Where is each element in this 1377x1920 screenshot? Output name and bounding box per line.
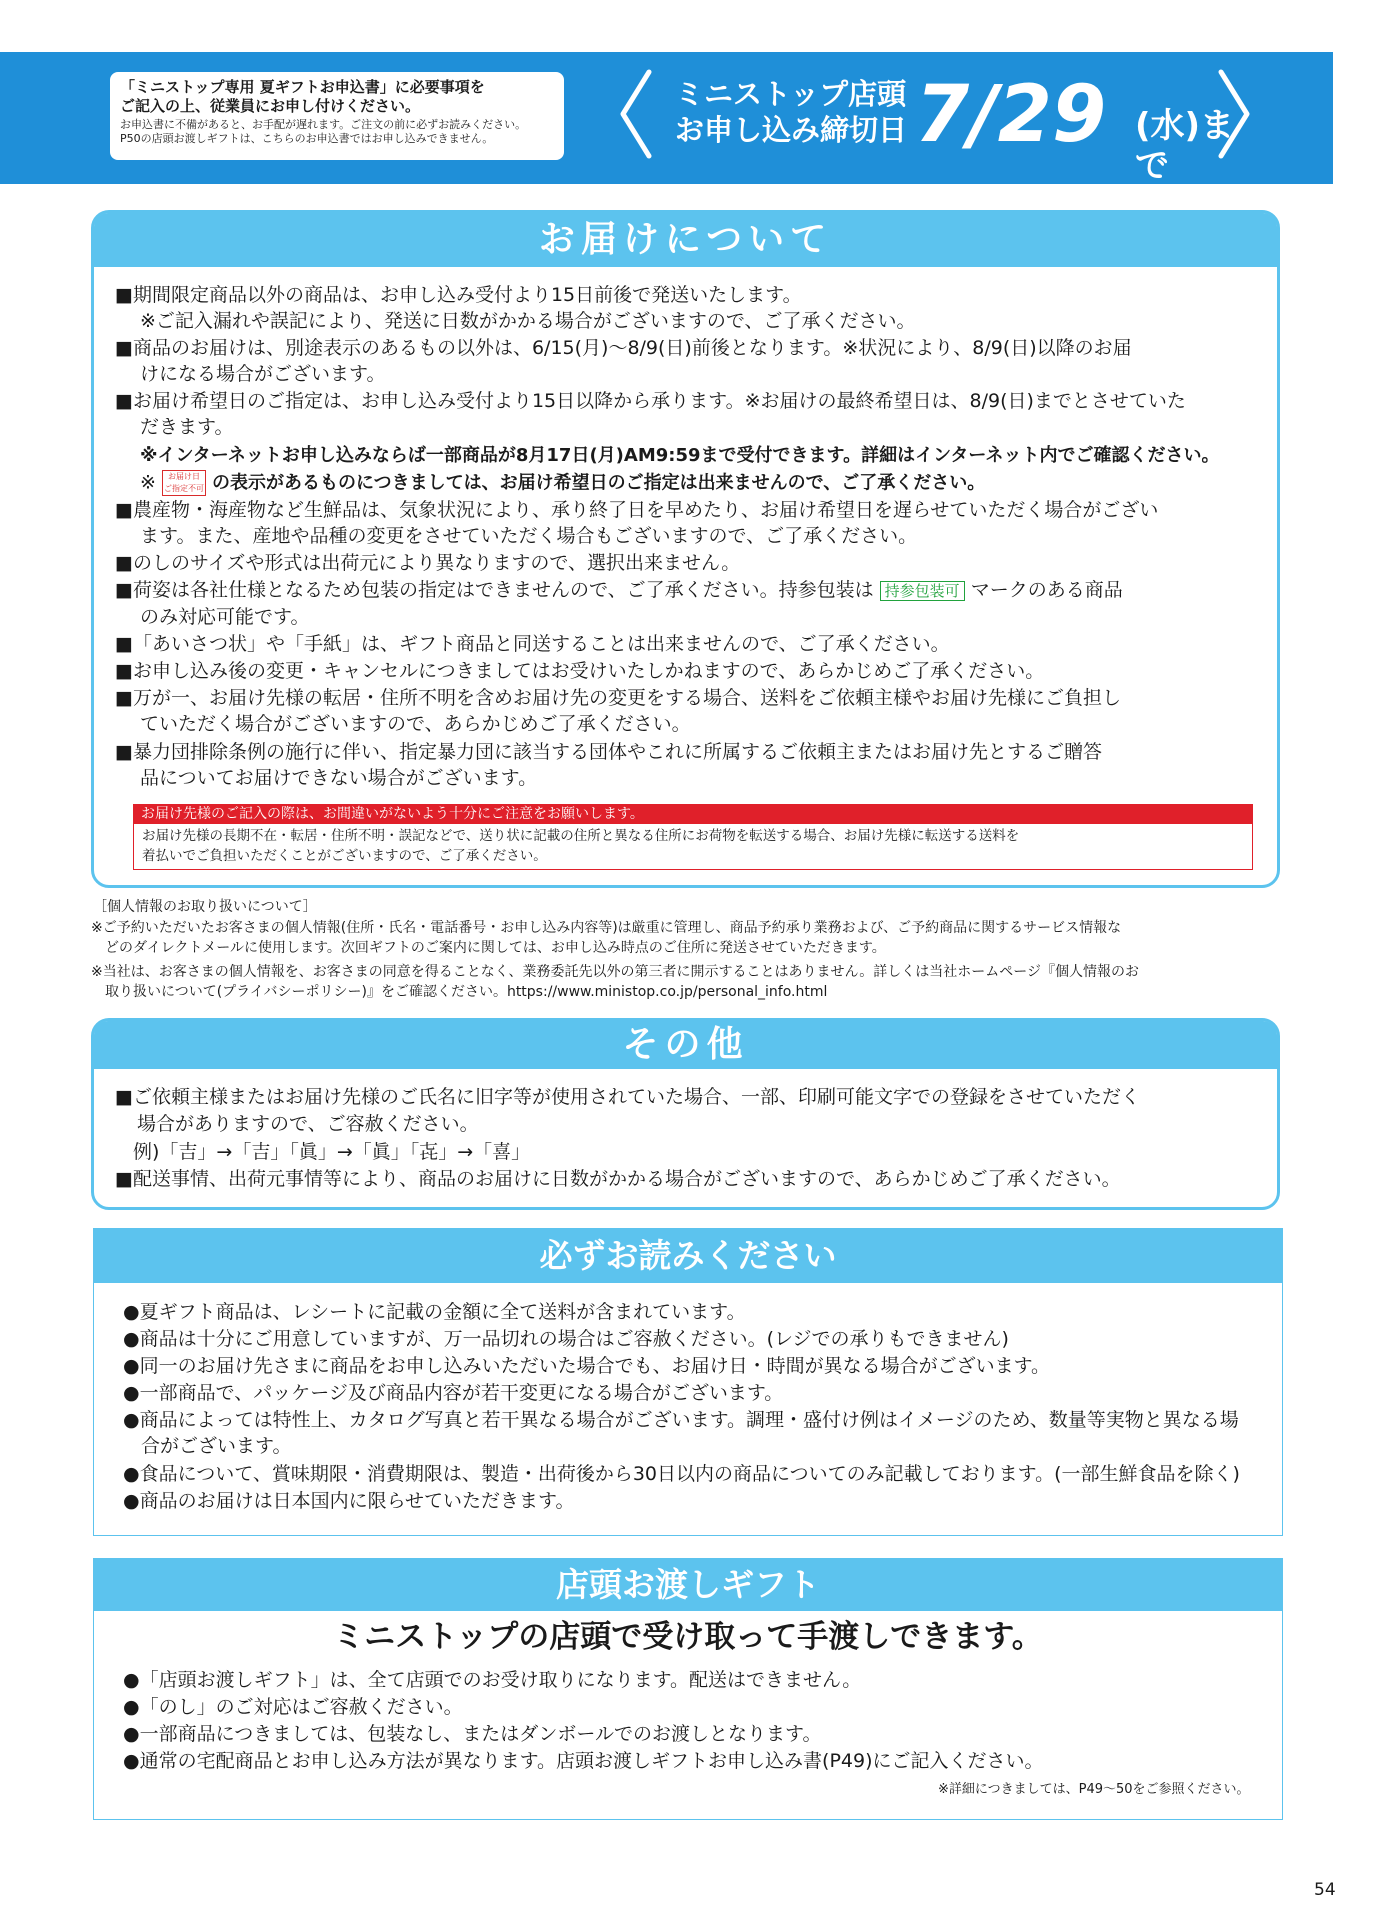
must-read-line: ●商品のお届けは日本国内に限らせていただきます。 bbox=[123, 1490, 575, 1512]
deadline-label bbox=[675, 76, 907, 148]
delivery-line: ■「あいさつ状」や「手紙」は、ギフト商品と同送することは出来ませんので、ご了承ください。 bbox=[115, 633, 950, 655]
store-gift-line: ●「のし」のご対応はご容赦ください。 bbox=[123, 1696, 463, 1718]
must-read-line: ●同一のお届け先さまに商品をお申し込みいただいた場合でも、お届け日・時間が異なる場合がございます。 bbox=[123, 1355, 1051, 1377]
section-title: その他 bbox=[94, 1021, 1277, 1069]
deadline-label-line1: ミニストップ店頭 bbox=[675, 77, 907, 111]
notice-line2: ご記入の上、従業員にお申し付けください。 bbox=[120, 97, 421, 115]
privacy-title: ［個人情報のお取り扱いについて］ bbox=[93, 899, 317, 915]
stamp-prefix: ※ bbox=[140, 471, 156, 494]
stamp-text2: ご指定不可 bbox=[163, 484, 204, 493]
other-line: ■ご依頼主様またはお届け先様のご氏名に旧字等が使用されていた場合、一部、印刷可能文字での登録をさせていただく bbox=[115, 1086, 1140, 1108]
delivery-line: けになる場合がございます。 bbox=[140, 363, 386, 385]
deadline-suffix: (水)まで bbox=[1135, 106, 1235, 186]
section-title: 必ずお読みください bbox=[94, 1229, 1282, 1283]
deadline-label-line2: お申し込み締切日 bbox=[675, 113, 908, 147]
deadline-date: 7/29 bbox=[915, 70, 1107, 160]
page-number: 54 bbox=[1314, 1880, 1336, 1900]
must-read-line: ●食品について、賞味期限・消費期限は、製造・出荷後から30日以内の商品についてのみ記載しております。(一部生鮮食品を除く) bbox=[123, 1463, 1240, 1485]
delivery-line: ※インターネットお申し込みならば一部商品が8月17日(月)AM9:59まで受付できます。詳細はインターネット内でご確認ください。 bbox=[140, 445, 1220, 466]
delivery-line: ■お届け希望日のご指定は、お申し込み受付より15日以降から承ります。※お届けの最終希望日は、8/9(日)までとさせていた bbox=[115, 390, 1186, 412]
delivery-line: ■暴力団排除条例の施行に伴い、指定暴力団に該当する団体やこれに所属するご依頼主またはお届け先とするご贈答 bbox=[115, 741, 1102, 763]
delivery-line: ■農産物・海産物など生鮮品は、気象状況により、承り終了日を早めたり、お届け希望日を遅らせていただく場合がござい bbox=[115, 499, 1159, 521]
other-line: ■配送事情、出荷元事情等により、商品のお届けに日数がかかる場合がございますので、あらかじめご了承ください。 bbox=[115, 1168, 1121, 1190]
store-gift-line: ●「店頭お渡しギフト」は、全て店頭でのお受け取りになります。配送はできません。 bbox=[123, 1669, 862, 1691]
address-warning-box bbox=[133, 824, 1253, 870]
carry-wrapping-badge: 持参包装可 bbox=[880, 581, 965, 601]
must-read-line: ●商品は十分にご用意していますが、万一品切れの場合はご容赦ください。(レジでの承りもできません) bbox=[123, 1328, 1009, 1350]
packaging-text: ■荷姿は各社仕様となるため包装の指定はできませんので、ご了承ください。持参包装は bbox=[115, 579, 874, 601]
delivery-line: ■万が一、お届け先様の転居・住所不明を含めお届け先の変更をする場合、送料をご依頼主様やお届け先様にご負担し bbox=[115, 687, 1121, 709]
store-gift-subtitle: ミニストップの店頭で受け取って手渡しできます。 bbox=[333, 1619, 1043, 1655]
delivery-line: ※ご記入漏れや誤記により、発送に日数がかかる場合がございますので、ご了承ください。 bbox=[140, 310, 916, 332]
section-title: お届けについて bbox=[94, 213, 1277, 267]
delivery-line: ■期間限定商品以外の商品は、お申し込み受付より15日前後で発送いたします。 bbox=[115, 284, 802, 306]
order-notice bbox=[110, 72, 564, 160]
privacy-line: 取り扱いについて(プライバシーポリシー)』をご確認ください。https://www.ministop.co.jp/personal_info.html bbox=[105, 984, 828, 1000]
packaging-line bbox=[115, 578, 1123, 603]
chevron-right-icon bbox=[1215, 68, 1255, 160]
store-gift-note: ※詳細につきましては、P49〜50をご参照ください。 bbox=[938, 1782, 1250, 1797]
stamp-note bbox=[140, 470, 985, 496]
must-read-line: ●一部商品で、パッケージ及び商品内容が若干変更になる場合がございます。 bbox=[123, 1382, 784, 1404]
notice-line1: 「ミニストップ専用 夏ギフトお申込書」に必要事項を bbox=[120, 78, 485, 96]
notice-line4: P50の店頭お渡しギフトは、こちらのお申込書ではお申し込みできません。 bbox=[120, 132, 494, 145]
other-line: 例)「吉」→「吉」「眞」→「眞」「㐂」→「喜」 bbox=[133, 1141, 531, 1163]
delivery-line: のみ対応可能です。 bbox=[140, 606, 310, 628]
stamp-note-text: の表示があるものにつきましては、お届け希望日のご指定は出来ませんので、ご了承ください。 bbox=[212, 472, 986, 494]
packaging-text-suffix: マークのある商品 bbox=[970, 579, 1123, 601]
deadline-block bbox=[615, 62, 1255, 186]
chevron-left-icon bbox=[615, 68, 655, 160]
address-warning-line1: お届け先様の長期不在・転居・住所不明・誤記などで、送り状に記載の住所と異なる住所にお荷物を転送する場合、お届け先様に転送する送料を bbox=[142, 828, 1020, 844]
delivery-line: ていただく場合がございますので、あらかじめご了承ください。 bbox=[140, 713, 691, 735]
address-warning-bar: お届け先様のご記入の際は、お間違いがないよう十分にご注意をお願いします。 bbox=[133, 804, 1253, 824]
privacy-line: ※ご予約いただいたお客さまの個人情報(住所・氏名・電話番号・お申し込み内容等)は厳重に管理し、商品予約承り業務および、ご予約商品に関するサービス情報な bbox=[91, 920, 1122, 936]
delivery-date-unavailable-stamp bbox=[162, 470, 206, 496]
must-read-line: ●夏ギフト商品は、レシートに記載の金額に全て送料が含まれています。 bbox=[123, 1301, 746, 1323]
section-title: 店頭お渡しギフト bbox=[94, 1559, 1282, 1611]
privacy-line: どのダイレクトメールに使用します。次回ギフトのご案内に関しては、お申し込み時点のご住所に発送させていただきます。 bbox=[105, 940, 886, 956]
delivery-line: ■商品のお届けは、別途表示のあるもの以外は、6/15(月)〜8/9(日)前後となります。※状況により、8/9(日)以降のお届 bbox=[115, 337, 1132, 359]
delivery-line: ■お申し込み後の変更・キャンセルにつきましてはお受けいたしかねますので、あらかじめご了承ください。 bbox=[115, 660, 1045, 682]
privacy-line: ※当社は、お客さまの個人情報を、お客さまの同意を得ることなく、業務委託先以外の第三者に開示することはありません。詳しくは当社ホームページ『個人情報のお bbox=[91, 964, 1140, 980]
stamp-text1: お届け日 bbox=[167, 472, 200, 481]
must-read-line: 合がございます。 bbox=[141, 1435, 292, 1457]
delivery-line: ます。また、産地や品種の変更をさせていただく場合もございますので、ご了承ください。 bbox=[140, 525, 918, 547]
address-warning-line2: 着払いでご負担いただくことがございますので、ご了承ください。 bbox=[142, 848, 547, 864]
store-gift-line: ●通常の宅配商品とお申し込み方法が異なります。店頭お渡しギフトお申し込み書(P49)にご記入ください。 bbox=[123, 1750, 1044, 1772]
must-read-line: ●商品によっては特性上、カタログ写真と若干異なる場合がございます。調理・盛付け例はイメージのため、数量等実物と異なる場 bbox=[123, 1409, 1239, 1431]
store-gift-line: ●一部商品につきましては、包装なし、またはダンボールでのお渡しとなります。 bbox=[123, 1723, 822, 1745]
other-line: 場合がありますので、ご容赦ください。 bbox=[137, 1113, 479, 1135]
delivery-line: だきます。 bbox=[140, 416, 234, 438]
delivery-line: ■のしのサイズや形式は出荷元により異なりますので、選択出来ません。 bbox=[115, 552, 741, 574]
notice-line3: お申込書に不備があると、お手配が遅れます。ご注文の前に必ずお読みください。 bbox=[120, 118, 527, 131]
delivery-line: 品についてお届けできない場合がございます。 bbox=[140, 767, 538, 789]
